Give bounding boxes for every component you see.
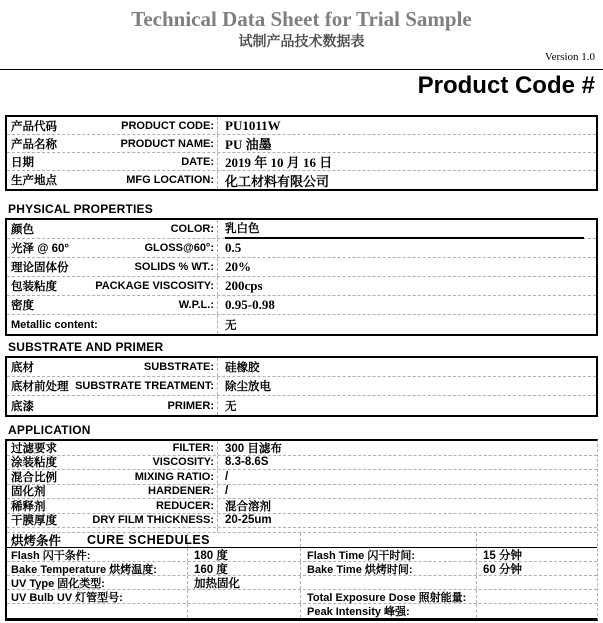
row-label-en: MIXING RATIO: xyxy=(134,470,214,483)
row-value: 8.3-8.6S xyxy=(225,456,269,469)
row-label-cn: 生产地点 xyxy=(11,175,57,187)
row-label-en: GLOSS@60°: xyxy=(144,242,214,254)
row-value: 20-25um xyxy=(225,514,272,527)
table-row xyxy=(7,277,596,296)
cure-label-1 xyxy=(7,604,188,618)
table-row xyxy=(7,590,597,604)
cure-label-2: Flash Time 闪干时间: xyxy=(301,548,477,561)
row-label-en: MFG LOCATION: xyxy=(126,174,214,186)
row-label-en: PRIMER: xyxy=(167,399,214,412)
section-heading-application: APPLICATION xyxy=(8,423,91,437)
row-label-cn: 底材前处理 xyxy=(11,381,69,393)
document-subtitle-chinese: 试制产品技术数据表 xyxy=(238,33,365,49)
row-label-en: VISCOSITY: xyxy=(152,456,214,469)
row-value: 化工材料有限公司 xyxy=(225,173,330,189)
header-divider xyxy=(0,69,603,70)
row-value: / xyxy=(225,485,229,498)
cure-value-2 xyxy=(477,604,597,618)
info-table xyxy=(5,115,598,191)
row-label-cn: 涂装粘度 xyxy=(11,457,57,470)
cure-heading-cn: 烘烤条件 xyxy=(11,534,62,548)
cure-label-1: Bake Temperature 烘烤温度: xyxy=(7,562,188,575)
row-label-cn: 稀释剂 xyxy=(11,500,46,513)
table-row xyxy=(7,441,597,456)
row-label-cn: 混合比例 xyxy=(11,471,57,484)
row-label-cn: 产品名称 xyxy=(11,138,57,151)
table-row xyxy=(7,315,596,334)
cure-label-2: Bake Time 烘烤时间: xyxy=(301,562,477,575)
table-row xyxy=(7,358,596,377)
row-value: PU1011W xyxy=(225,117,281,133)
document-title: Technical Data Sheet for Trial Sample xyxy=(131,7,472,31)
row-label-cn: 过滤要求 xyxy=(11,442,57,455)
table-row xyxy=(7,258,596,277)
row-value: 0.95-0.98 xyxy=(225,297,275,312)
table-row xyxy=(7,153,596,171)
row-label-en: PACKAGE VISCOSITY: xyxy=(95,280,214,292)
row-label-en: SUBSTRATE: xyxy=(143,361,214,373)
row-label-cn: 光泽 @ 60° xyxy=(11,243,69,255)
cure-value-2 xyxy=(477,590,597,603)
row-value: 硅橡胶 xyxy=(225,362,260,374)
row-label-en: HARDENER: xyxy=(148,485,214,498)
row-label-en: W.P.L.: xyxy=(178,299,214,311)
cure-label-2: Peak Intensity 峰强: xyxy=(301,604,477,618)
cure-value-2: 15 分钟 xyxy=(483,549,522,562)
row-label-cn: 密度 xyxy=(11,300,34,312)
row-value: 300 目滤布 xyxy=(225,442,282,455)
row-label-en: PRODUCT NAME: xyxy=(120,137,214,150)
cure-label-2 xyxy=(301,576,477,589)
section-heading-physical-properties: PHYSICAL PROPERTIES xyxy=(8,202,153,216)
row-label-cn: 底漆 xyxy=(11,400,34,413)
table-row xyxy=(7,239,596,258)
row-label-en: COLOR: xyxy=(170,223,214,235)
row-label-cn: 干膜厚度 xyxy=(11,515,57,528)
table-row xyxy=(7,514,597,529)
table-row xyxy=(7,296,596,315)
row-label-en: SUBSTRATE TREATMENT: xyxy=(75,380,214,392)
cure-value-1: 180 度 xyxy=(188,548,301,561)
row-value: 无 xyxy=(225,319,237,332)
row-value: 20% xyxy=(225,259,251,274)
table-row xyxy=(7,171,596,189)
cure-label-1: UV Bulb UV 灯管型号: xyxy=(7,590,188,603)
application-cure-table xyxy=(5,439,598,621)
table-row xyxy=(7,135,596,153)
row-label-cn: 日期 xyxy=(11,156,34,169)
table-row xyxy=(7,470,597,485)
row-label-cn: 包装粘度 xyxy=(11,281,57,293)
row-label-en: REDUCER: xyxy=(155,499,214,512)
substrate-primer-table xyxy=(5,356,598,417)
row-label-cn: 产品代码 xyxy=(11,120,57,133)
row-label-en: DATE: xyxy=(181,155,214,168)
row-label-cn: 底材 xyxy=(11,362,34,374)
cure-value-2: 60 分钟 xyxy=(483,563,522,576)
row-label-en: PRODUCT CODE: xyxy=(121,119,214,132)
cure-value-1 xyxy=(188,590,301,603)
cure-heading-en: CURE SCHEDULES xyxy=(87,533,211,547)
table-row xyxy=(7,377,596,396)
row-label-en: FILTER: xyxy=(172,441,214,454)
table-row xyxy=(7,396,596,415)
cure-value-1: 加热固化 xyxy=(188,576,301,589)
table-row xyxy=(7,220,596,239)
cure-label-1: UV Type 固化类型: xyxy=(7,576,188,589)
row-value: 2019 年 10 月 16 日 xyxy=(225,155,333,170)
row-label-en: SOLIDS % WT.: xyxy=(134,261,214,273)
row-value: 混合溶剂 xyxy=(225,500,271,513)
cure-label-1: Flash 闪干条件: xyxy=(7,548,188,561)
row-value: / xyxy=(225,470,229,483)
cure-label-2: Total Exposure Dose 照射能量: xyxy=(301,590,477,603)
product-code-heading: Product Code # xyxy=(417,72,595,99)
physical-properties-table xyxy=(5,218,598,336)
row-value: 0.5 xyxy=(225,240,242,255)
row-value: 200cps xyxy=(225,278,263,293)
row-value: 乳白色 xyxy=(225,220,584,239)
row-label-en: Metallic content: xyxy=(11,318,98,331)
row-value: 无 xyxy=(225,400,237,413)
table-row xyxy=(7,499,597,514)
row-label-en: DRY FILM THICKNESS: xyxy=(92,514,214,527)
table-row xyxy=(7,604,597,618)
cure-value-1 xyxy=(188,604,301,618)
table-row xyxy=(7,456,597,471)
table-row xyxy=(7,117,596,135)
row-label-cn: 固化剂 xyxy=(11,486,46,499)
cure-value-2 xyxy=(477,576,597,589)
cure-value-1: 160 度 xyxy=(188,562,301,575)
row-label-cn: 理论固体份 xyxy=(11,262,69,274)
section-heading-substrate-primer: SUBSTRATE AND PRIMER xyxy=(8,340,164,354)
version-label: Version 1.0 xyxy=(544,51,595,63)
row-value: PU 油墨 xyxy=(225,137,272,152)
row-value: 除尘放电 xyxy=(225,381,271,393)
row-label-cn: 颜色 xyxy=(11,224,34,236)
